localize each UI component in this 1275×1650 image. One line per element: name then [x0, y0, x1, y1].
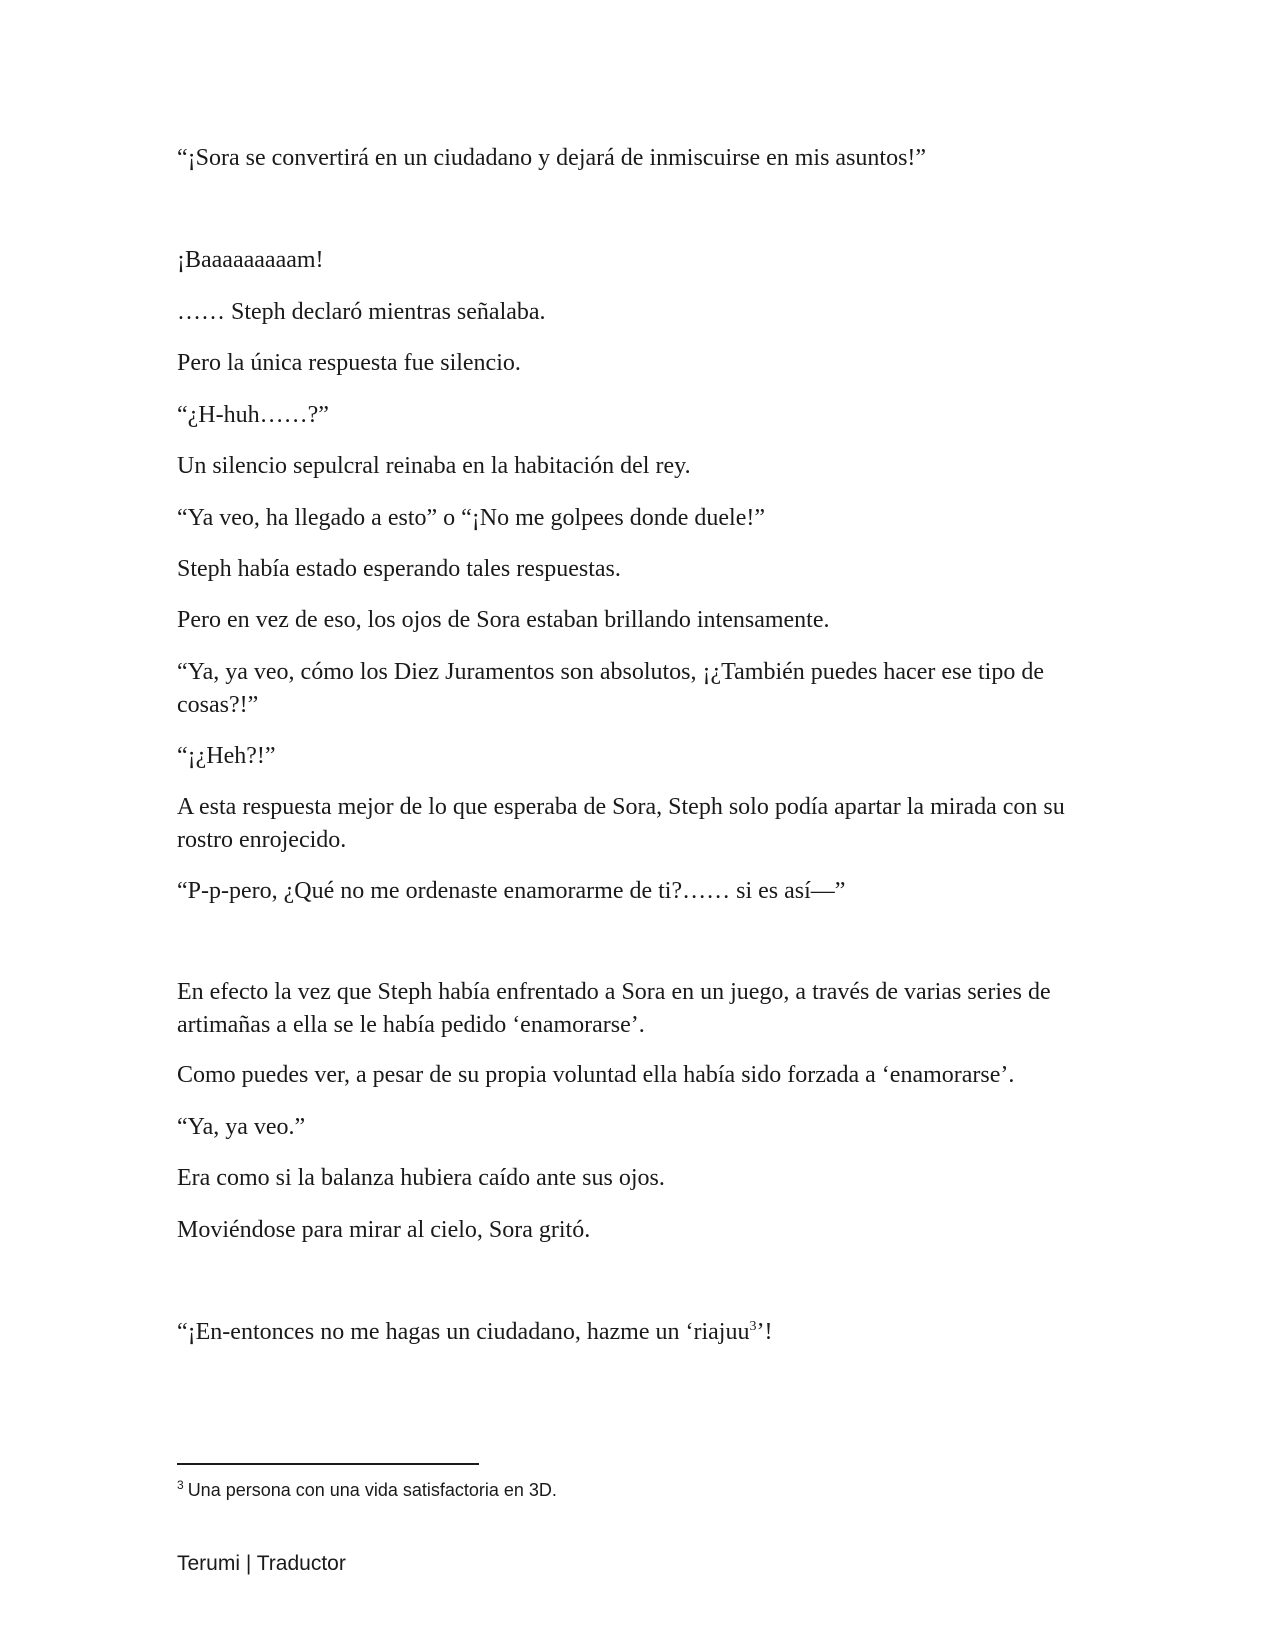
page-footer: Terumi | Traductor: [177, 1552, 346, 1575]
final-paragraph-text: “¡En-entonces no me hagas un ciudadano, hazme un ‘riajuu: [177, 1319, 750, 1345]
paragraph: “¿H-huh……?”: [177, 402, 329, 428]
footnote-separator: [177, 1463, 479, 1465]
footnote-text: Una persona con una vida satisfactoria en 3D.: [187, 1480, 557, 1500]
paragraph: “¡Sora se convertirá en un ciudadano y dejará de inmiscuirse en mis asuntos!”: [177, 145, 927, 171]
paragraph: ¡Baaaaaaaaam!: [177, 247, 324, 273]
final-paragraph-end: ’!: [756, 1319, 773, 1345]
paragraph: “Ya, ya veo, cómo los Diez Juramentos son absolutos, ¡¿También puedes hacer ese tipo de cosas?!”: [177, 659, 1044, 718]
final-paragraph: [177, 1316, 1097, 1349]
footnote-number: 3: [177, 1478, 184, 1492]
paragraph: En efecto la vez que Steph había enfrentado a Sora en un juego, a través de varias series de artimañas a ella se le había pedido ‘enamorarse’.: [177, 979, 1051, 1038]
paragraph: Era como si la balanza hubiera caído ante sus ojos.: [177, 1165, 665, 1191]
paragraph: Como puedes ver, a pesar de su propia voluntad ella había sido forzada a ‘enamorarse’.: [177, 1062, 1015, 1088]
footnote-reference[interactable]: 3: [749, 1319, 757, 1334]
paragraph: “P-p-pero, ¿Qué no me ordenaste enamorarme de ti?…… si es así—”: [177, 878, 846, 904]
paragraph: Moviéndose para mirar al cielo, Sora gritó.: [177, 1217, 591, 1243]
paragraph: A esta respuesta mejor de lo que esperaba de Sora, Steph solo podía apartar la mirada con su rostro enrojecido.: [177, 794, 1065, 853]
paragraph: …… Steph declaró mientras señalaba.: [177, 299, 546, 325]
footnote: [177, 1478, 557, 1502]
paragraph: “¡¿Heh?!”: [177, 743, 276, 769]
paragraph: Pero la única respuesta fue silencio.: [177, 350, 521, 376]
paragraph: Steph había estado esperando tales respuestas.: [177, 556, 621, 582]
paragraph: “Ya veo, ha llegado a esto” o “¡No me golpees donde duele!”: [177, 505, 766, 531]
paragraph: “Ya, ya veo.”: [177, 1114, 306, 1140]
paragraph: Pero en vez de eso, los ojos de Sora estaban brillando intensamente.: [177, 607, 830, 633]
paragraph: Un silencio sepulcral reinaba en la habitación del rey.: [177, 453, 691, 479]
